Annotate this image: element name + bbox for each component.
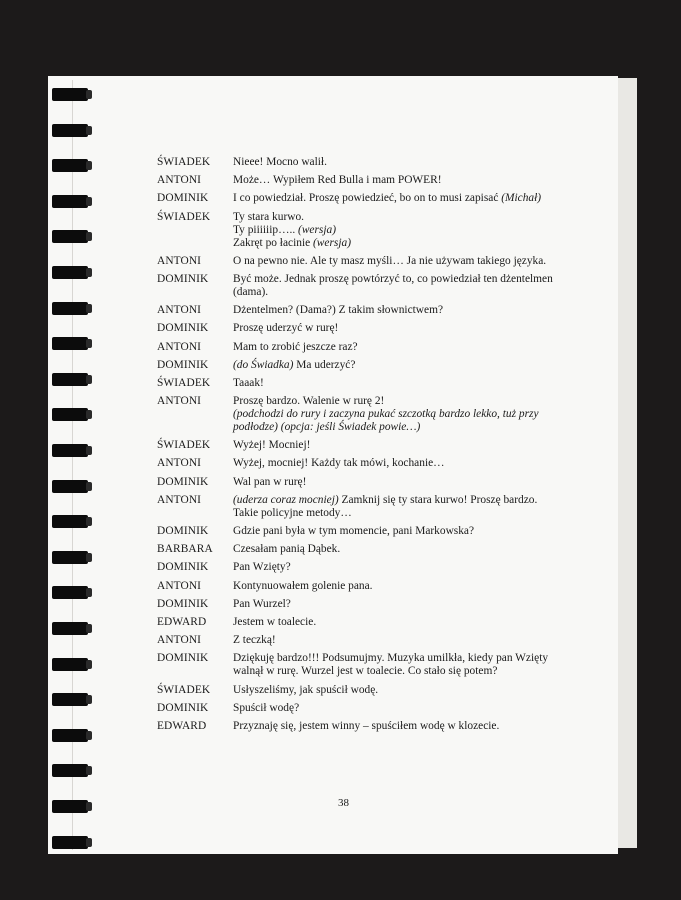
speaker-name: DOMINIK xyxy=(157,358,209,371)
speaker-name: ŚWIADEK xyxy=(157,376,211,389)
binding-coil xyxy=(52,302,88,315)
speech-fragment: Czesałam panią Dąbek. xyxy=(233,543,341,556)
speech-fragment: Może… Wypiłem Red Bulla i mam POWER! xyxy=(233,174,442,187)
speaker-name: ANTONI xyxy=(157,395,202,408)
dialogue-line xyxy=(157,211,577,250)
speaker-name: DOMINIK xyxy=(157,525,209,537)
speech-text xyxy=(233,561,563,574)
speech-text xyxy=(233,525,563,538)
speech-text xyxy=(233,476,563,489)
speech-text xyxy=(233,304,563,317)
speech-text xyxy=(233,359,563,372)
speaker-name: DOMINIK xyxy=(157,701,209,714)
speaker-name: ŚWIADEK xyxy=(157,210,211,223)
binding-coil xyxy=(52,230,88,243)
dialogue-line xyxy=(157,598,577,611)
dialogue-line xyxy=(157,561,577,574)
speech-fragment: Gdzie pani była w tym momencie, pani Markowska? xyxy=(233,525,475,537)
dialogue-line xyxy=(157,720,577,733)
speech-text xyxy=(233,174,563,187)
speech-text xyxy=(233,616,563,629)
speech-fragment: Ty piiiiiip….. xyxy=(233,223,299,236)
speaker-name: ANTONI xyxy=(157,493,202,506)
speech-text xyxy=(233,457,563,470)
dialogue-line xyxy=(157,634,577,647)
speech-fragment: Usłyszeliśmy, jak spuścił wodę. xyxy=(233,683,379,696)
speech-fragment: Zamknij się ty stara kurwo! Proszę bardzo. Takie policyjne metody… xyxy=(233,493,538,519)
speech-text xyxy=(233,156,563,169)
speech-text xyxy=(233,494,563,520)
binding-coil xyxy=(52,658,88,671)
speaker-name: DOMINIK xyxy=(157,192,209,205)
binding-coil xyxy=(52,266,88,279)
binding-coil xyxy=(52,515,88,528)
dialogue-line xyxy=(157,543,577,556)
speech-text xyxy=(233,634,563,647)
speech-fragment: Zakręt po łacinie xyxy=(233,236,314,249)
speech-fragment: Pan Wzięty? xyxy=(233,561,291,574)
speech-fragment: Taaak! xyxy=(233,376,264,389)
binding-coil xyxy=(52,586,88,599)
page-number: 38 xyxy=(338,797,349,809)
dialogue-line xyxy=(157,255,577,268)
speaker-name: DOMINIK xyxy=(157,561,209,574)
speech-fragment: Wal pan w rurę! xyxy=(233,475,307,488)
dialogue-line xyxy=(157,684,577,697)
speech-text xyxy=(233,580,563,593)
binding-coil xyxy=(52,729,88,742)
stage-direction: (uderza coraz mocniej) xyxy=(233,493,339,506)
speaker-name: DOMINIK xyxy=(157,652,209,665)
speech-fragment: Pan Wurzel? xyxy=(233,597,291,610)
speech-text xyxy=(233,341,563,354)
dialogue-line xyxy=(157,322,577,335)
speech-text xyxy=(233,192,563,205)
speech-fragment: Nieee! Mocno walił. xyxy=(233,156,327,168)
speech-text xyxy=(233,439,563,452)
dialogue-line xyxy=(157,377,577,390)
dialogue-line xyxy=(157,359,577,372)
speech-fragment: O na pewno nie. Ale ty masz myśli… Ja nie używam takiego języka. xyxy=(233,254,547,267)
speech-fragment: Spuścił wodę? xyxy=(233,701,300,714)
speech-fragment: Jestem w toalecie. xyxy=(233,615,317,628)
speech-fragment: Ma uderzyć? xyxy=(293,358,356,371)
stage-direction: (do Świadka) xyxy=(233,358,294,371)
speech-fragment: Z teczką! xyxy=(233,634,276,647)
dialogue-line xyxy=(157,476,577,489)
speaker-name: ANTONI xyxy=(157,254,202,267)
dialogue-line xyxy=(157,273,577,299)
stage-direction: (Michał) xyxy=(501,192,542,205)
dialogue-line xyxy=(157,156,577,169)
speech-fragment: Przyznaję się, jestem winny – spuściłem wodę w klozecie. xyxy=(233,719,500,732)
binding-coil xyxy=(52,622,88,635)
speech-text xyxy=(233,211,563,250)
dialogue-line xyxy=(157,304,577,317)
dialogue-line xyxy=(157,494,577,520)
speech-fragment: Mam to zrobić jeszcze raz? xyxy=(233,340,358,353)
speech-fragment: I co powiedział. Proszę powiedzieć, bo on to musi zapisać xyxy=(233,192,502,205)
dialogue-line xyxy=(157,439,577,452)
speech-text xyxy=(233,543,563,556)
binding-coil xyxy=(52,551,88,564)
speaker-name: ANTONI xyxy=(157,340,202,353)
speaker-name: BARBARA xyxy=(157,543,213,556)
speaker-name: ŚWIADEK xyxy=(157,683,211,696)
speech-fragment: Wyżej, mocniej! Każdy tak mówi, kochanie… xyxy=(233,457,445,470)
binding-coil xyxy=(52,88,88,101)
speaker-name: ANTONI xyxy=(157,457,202,470)
binding-coil xyxy=(52,159,88,172)
speaker-name: DOMINIK xyxy=(157,322,209,335)
binding-coil xyxy=(52,764,88,777)
binding-coil xyxy=(52,195,88,208)
binding-coil xyxy=(52,693,88,706)
speech-text xyxy=(233,652,563,678)
speaker-name: ANTONI xyxy=(157,579,202,592)
speech-text xyxy=(233,395,563,434)
dialogue-list xyxy=(157,156,577,738)
speech-text xyxy=(233,377,563,390)
stage-direction: (wersja) xyxy=(313,236,351,249)
speaker-name: ŚWIADEK xyxy=(157,156,211,168)
speaker-name: DOMINIK xyxy=(157,597,209,610)
speech-text xyxy=(233,684,563,697)
speech-fragment: Proszę uderzyć w rurę! xyxy=(233,322,339,335)
binding-coil xyxy=(52,337,88,350)
speech-fragment: Ty stara kurwo. xyxy=(233,210,305,223)
speech-text xyxy=(233,702,563,715)
speaker-name: EDWARD xyxy=(157,719,207,732)
stage-direction: (podchodzi do rury i zaczyna pukać szczotką bardzo lekko, tuż przy podłodze) (opcja: jeśli Świadek powie…) xyxy=(233,408,539,434)
speech-text xyxy=(233,598,563,611)
dialogue-line xyxy=(157,457,577,470)
speech-text xyxy=(233,322,563,335)
speech-fragment: Dżentelmen? (Dama?) Z takim słownictwem? xyxy=(233,304,444,317)
binding-coil xyxy=(52,444,88,457)
binding-coil xyxy=(52,480,88,493)
speech-fragment: Być może. Jednak proszę powtórzyć to, co powiedział ten dżentelmen (dama). xyxy=(233,272,553,298)
dialogue-line xyxy=(157,580,577,593)
speech-text xyxy=(233,273,563,299)
dialogue-line xyxy=(157,525,577,538)
speaker-name: DOMINIK xyxy=(157,272,209,285)
speech-text xyxy=(233,255,563,268)
speaker-name: ANTONI xyxy=(157,304,202,317)
speaker-name: DOMINIK xyxy=(157,475,209,488)
dialogue-line xyxy=(157,341,577,354)
speech-fragment: Dziękuję bardzo!!! Podsumujmy. Muzyka umilkła, kiedy pan Wzięty walnął w rurę. Wurzel jest w toalecie. Co stało się potem? xyxy=(233,652,549,678)
speech-text xyxy=(233,720,563,733)
binding-coil xyxy=(52,124,88,137)
stage-direction: (wersja) xyxy=(298,223,336,236)
speaker-name: ANTONI xyxy=(157,634,202,647)
binding-coil xyxy=(52,800,88,813)
speech-fragment: Kontynuowałem golenie pana. xyxy=(233,579,373,592)
speaker-name: ŚWIADEK xyxy=(157,439,211,452)
dialogue-line xyxy=(157,192,577,205)
dialogue-line xyxy=(157,174,577,187)
dialogue-line xyxy=(157,395,577,434)
speaker-name: EDWARD xyxy=(157,615,207,628)
speech-fragment: Proszę bardzo. Walenie w rurę 2! xyxy=(233,395,385,408)
dialogue-line xyxy=(157,702,577,715)
dialogue-line xyxy=(157,652,577,678)
dialogue-line xyxy=(157,616,577,629)
speaker-name: ANTONI xyxy=(157,174,202,187)
binding-coil xyxy=(52,836,88,849)
speech-fragment: Wyżej! Mocniej! xyxy=(233,439,311,452)
binding-coil xyxy=(52,373,88,386)
binding-coil xyxy=(52,408,88,421)
